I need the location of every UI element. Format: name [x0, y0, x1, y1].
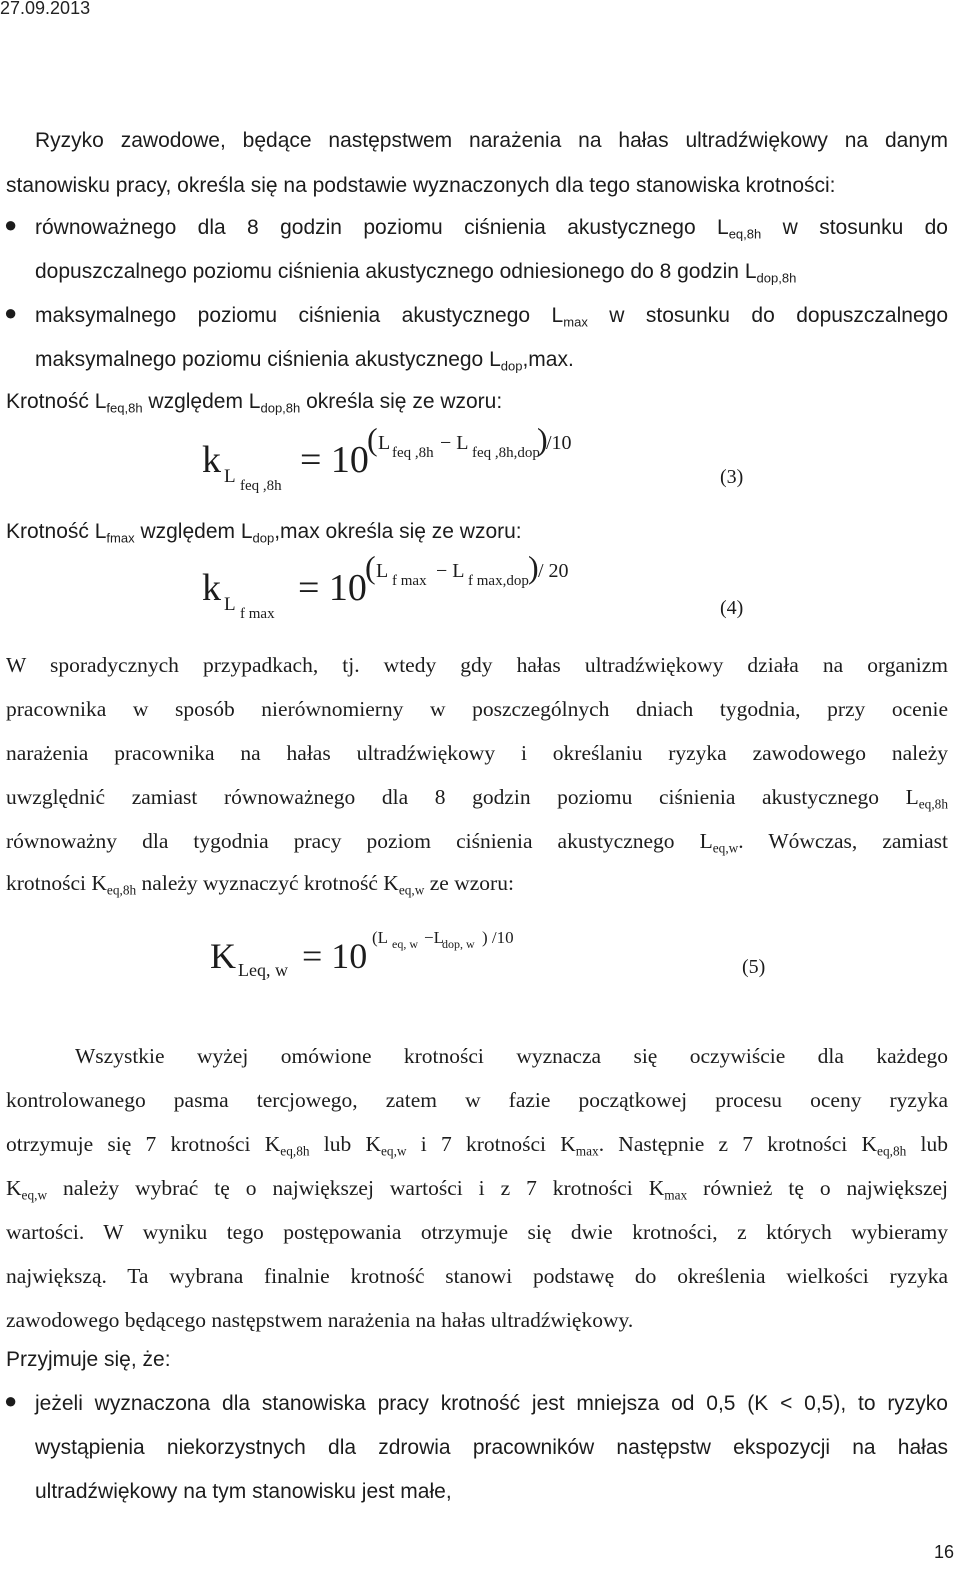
eq3-equals-10: = 10 [300, 439, 369, 481]
eq3-k: k [202, 439, 221, 481]
eq5-exp-close: ) /10 [482, 928, 514, 947]
para3-line-5: wartości. W wyniku tego postępowania otrzymuje się dwie krotności, z których wybieramy [6, 1220, 948, 1244]
eq4-exp-open: ( [365, 549, 376, 585]
eq3-exp-close: ) [537, 421, 548, 457]
para3-line-4-a: K [6, 1176, 22, 1200]
eq5-sub: Leq, w [238, 960, 288, 980]
eq4-exp-close: ) [528, 549, 539, 585]
eq3-exp-div: /10 [546, 432, 572, 454]
para3-line-7: zawodowego będącego następstwem narażenia na hałas ultradźwiękowy. [6, 1308, 634, 1332]
eq5-K: K [210, 936, 236, 976]
bullet-2-line-2-text: maksymalnego poziomu ciśnienia akustycznego L [35, 348, 501, 371]
bullet-dot-icon: ● [4, 212, 18, 237]
para2-line-1: W sporadycznych przypadkach, tj. wtedy gdy hałas ultradźwiękowy działa na organizm [6, 653, 948, 677]
bullet-1-line-2-sub: dop,8h [756, 270, 797, 286]
para2-line-5-post: . Wówczas, zamiast [738, 829, 948, 853]
intro-line-1: Ryzyko zawodowe, będące następstwem narażenia na hałas ultradźwiękowy na danym [35, 129, 948, 152]
para2-line-6-post: ze wzoru: [424, 871, 514, 895]
bullet-2-post: w stosunku do dopuszczalnego [587, 304, 948, 327]
para3-line-1: Wszystkie wyżej omówione krotności wyznacza się oczywiście dla każdego [75, 1044, 948, 1068]
krotnosc-2-line [6, 519, 522, 545]
eq4-equals-10: = 10 [298, 567, 367, 609]
krotnosc-1-pre: Krotność L [6, 390, 107, 413]
bullet-2-line-2 [35, 347, 574, 373]
para2-line-5-text: równoważny dla tygodnia pracy poziom ciśnienia akustycznego L [6, 829, 713, 853]
krotnosc-1-line [6, 389, 502, 415]
para2-line-3: narażenia pracownika na hałas ultradźwiękowy i określaniu ryzyka zawodowego należy [6, 741, 948, 765]
bullet-1-sub: eq,8h [728, 226, 762, 242]
para2-line-5 [6, 828, 948, 854]
para3-line-6: największą. Ta wybrana finalnie krotność stanowi podstawę do określenia wielkości ryzyka [6, 1264, 948, 1288]
para3-line-3 [6, 1131, 948, 1157]
para3-line-3-b: lub K [309, 1132, 381, 1156]
para3-line-4-s2: max [664, 1187, 688, 1203]
krotnosc-2-sub1: fmax [106, 530, 135, 546]
para3-line-4-c: również tę o największej [687, 1176, 948, 1200]
para2-line-4 [6, 784, 948, 810]
header-date: 27.09.2013 [0, 0, 91, 18]
para2-line-2: pracownika w sposób nierównomierny w poszczególnych dniach tygodnia, przy ocenie [6, 697, 948, 721]
eq4-k: k [202, 567, 221, 609]
eq4-exp-minus-L: − L [436, 560, 465, 582]
para2-line-6 [6, 870, 514, 896]
para3-line-4 [6, 1175, 948, 1201]
para3-line-3-s1: eq,8h [280, 1143, 310, 1159]
bullet-3-line-2: wystąpienia niekorzystnych dla zdrowia pracowników następstw ekspozycji na hałas [35, 1436, 948, 1459]
krotnosc-2-sub2: dop [252, 530, 275, 546]
para3-line-3-a: otrzymuje się 7 krotności K [6, 1132, 281, 1156]
bullet-2-line-1 [35, 303, 948, 329]
para2-line-5-sub: eq,w [712, 840, 739, 856]
para2-line-4-text: uwzględnić zamiast równoważnego dla 8 godzin poziomu ciśnienia akustycznego L [6, 785, 919, 809]
krotnosc-1-post: określa się ze wzoru: [300, 390, 503, 413]
bullet-3-line-3: ultradźwiękowy na tym stanowisku jest małe, [35, 1480, 452, 1503]
assumption-heading: Przyjmuje się, że: [6, 1348, 171, 1371]
para3-line-3-s2: eq,w [381, 1143, 407, 1159]
eq5-exp-sub1: eq, w [392, 937, 418, 951]
para2-line-6-mid: należy wyznaczyć krotność K [136, 871, 399, 895]
eq3-exp-L1-sub: feq ,8h [392, 445, 434, 461]
bullet-2-sub: max [563, 314, 588, 330]
para3-line-4-s1: eq,w [21, 1187, 48, 1203]
para3-line-3-c: i 7 krotności K [406, 1132, 576, 1156]
bullet-3-line-1: jeżeli wyznaczona dla stanowiska pracy krotność jest mniejsza od 0,5 (K < 0,5), to ryzyko [35, 1392, 948, 1415]
eq3-exp-L1: L [378, 432, 391, 454]
eq3-sub-L: L [224, 466, 236, 487]
krotnosc-2-pre: Krotność L [6, 520, 107, 543]
eq4-exp-L1-sub: f max [392, 573, 427, 589]
eq5-equals-10: = 10 [302, 936, 368, 976]
para2-line-4-sub: eq,8h [918, 796, 948, 812]
intro-line-2: stanowisku pracy, określa się na podstawie wyznaczonych dla tego stanowiska krotności: [6, 174, 836, 197]
bullet-1-line-1 [35, 215, 948, 241]
bullet-2-line-2-post: ,max. [522, 348, 574, 371]
bullet-dot-icon: ● [4, 1388, 18, 1413]
page-number: 16 [933, 1542, 954, 1562]
krotnosc-1-sub1: feq,8h [106, 400, 143, 416]
eq4-exp-div: / 20 [538, 560, 569, 582]
bullet-2-text: maksymalnego poziomu ciśnienia akustycznego L [35, 304, 564, 327]
para2-line-6-pre: krotności K [6, 871, 107, 895]
krotnosc-2-mid: względem L [134, 520, 253, 543]
eq4-sub-sub: f max [240, 606, 275, 622]
eq4-sub-L: L [224, 594, 236, 615]
eq5-exp-sub2: dop, w [442, 937, 475, 951]
para3-line-4-b: należy wybrać tę o największej wartości i z 7 krotności K [47, 1176, 665, 1200]
krotnosc-2-post: ,max określa się ze wzoru: [274, 520, 522, 543]
para2-line-6-sub2: eq,w [398, 882, 425, 898]
para3-line-2: kontrolowanego pasma tercjowego, zatem w fazie początkowej procesu oceny ryzyka [6, 1088, 948, 1112]
eq3-exp-open: ( [367, 421, 378, 457]
eq5-exp-open-L: (L [372, 928, 389, 947]
bullet-1-line-2 [35, 259, 796, 285]
bullet-dot-icon: ● [4, 300, 18, 325]
eq3-number: (3) [720, 466, 744, 488]
bullet-1-text: równoważnego dla 8 godzin poziomu ciśnienia akustycznego L [35, 216, 729, 239]
eq3-exp-minus-L: − L [440, 432, 469, 454]
krotnosc-1-sub2: dop,8h [260, 400, 301, 416]
eq5-exp-minus-L: −L [424, 928, 444, 947]
bullet-1-line-2-text: dopuszczalnego poziomu ciśnienia akustycznego odniesionego do 8 godzin L [35, 260, 757, 283]
eq4-exp-L2-sub: f max,dop [468, 573, 529, 589]
eq3-exp-L2-sub: feq ,8h,dop [472, 445, 540, 461]
para3-line-3-s3: max [575, 1143, 599, 1159]
bullet-1-post: w stosunku do [761, 216, 948, 239]
eq4-number: (4) [720, 597, 744, 619]
krotnosc-1-mid: względem L [142, 390, 261, 413]
para3-line-3-e: lub [906, 1132, 949, 1156]
eq3-sub-sub: feq ,8h [240, 478, 282, 494]
para2-line-6-sub1: eq,8h [106, 882, 137, 898]
eq4-exp-L1: L [376, 560, 389, 582]
bullet-2-line-2-sub: dop [500, 358, 523, 374]
para3-line-3-d: . Następnie z 7 krotności K [598, 1132, 878, 1156]
para3-line-3-s4: eq,8h [877, 1143, 907, 1159]
eq5-number: (5) [742, 956, 766, 978]
